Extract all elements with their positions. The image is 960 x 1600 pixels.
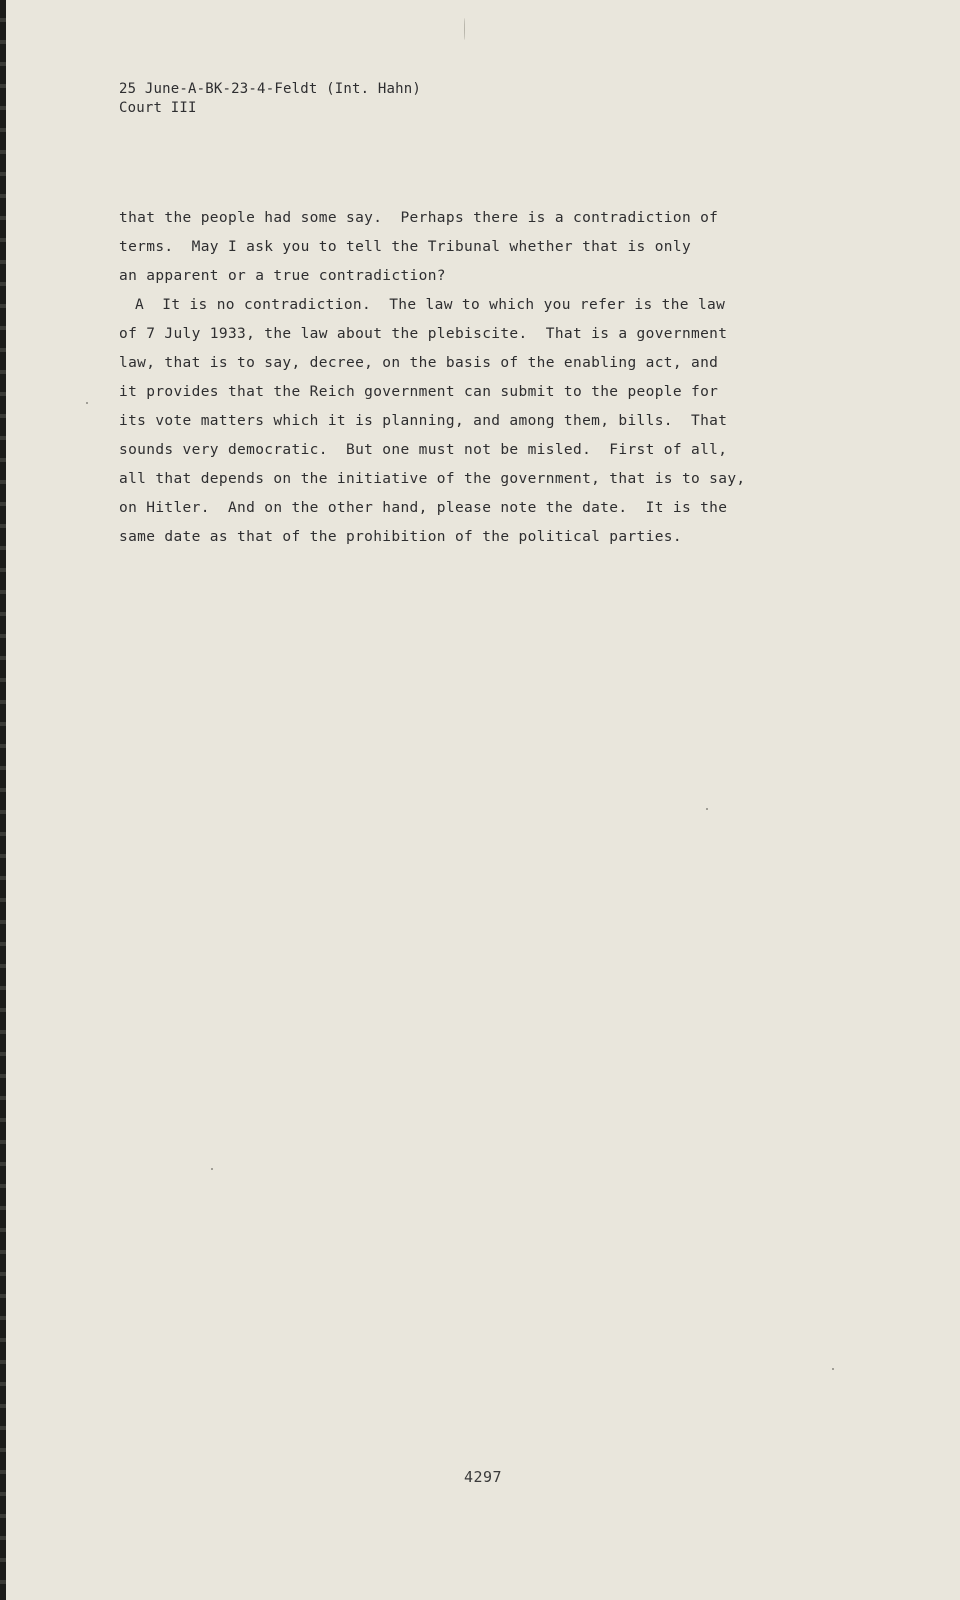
transcript-body — [119, 204, 839, 552]
transcript-line: all that depends on the initiative of the government, that is to say, — [119, 471, 746, 487]
transcript-line: on Hitler. And on the other hand, please note the date. It is the — [119, 500, 728, 516]
document-header — [119, 80, 421, 118]
transcript-line: law, that is to say, decree, on the basis of the enabling act, and — [119, 355, 719, 371]
transcript-line: same date as that of the prohibition of the political parties. — [119, 529, 682, 545]
scan-speck — [211, 1168, 213, 1170]
transcript-line: of 7 July 1933, the law about the plebiscite. That is a government — [119, 326, 728, 342]
scan-speck — [706, 808, 708, 810]
scan-speck — [86, 402, 88, 404]
scan-speck — [832, 1368, 834, 1370]
transcript-line: its vote matters which it is planning, and among them, bills. That — [119, 413, 728, 429]
answer-line: A It is no contradiction. The law to which you refer is the law — [135, 297, 726, 313]
transcript-line: terms. May I ask you to tell the Tribunal whether that is only — [119, 239, 692, 255]
transcript-line: it provides that the Reich government can submit to the people for — [119, 384, 719, 400]
header-reference: 25 June-A-BK-23-4-Feldt (Int. Hahn) — [119, 81, 422, 97]
document-page — [6, 0, 960, 1600]
transcript-line: sounds very democratic. But one must not be misled. First of all, — [119, 442, 728, 458]
page-number: 4297 — [463, 1468, 503, 1486]
transcript-line: that the people had some say. Perhaps there is a contradiction of — [119, 210, 719, 226]
header-court: Court III — [119, 100, 197, 116]
scan-mark — [464, 18, 465, 40]
transcript-line: an apparent or a true contradiction? — [119, 268, 446, 284]
